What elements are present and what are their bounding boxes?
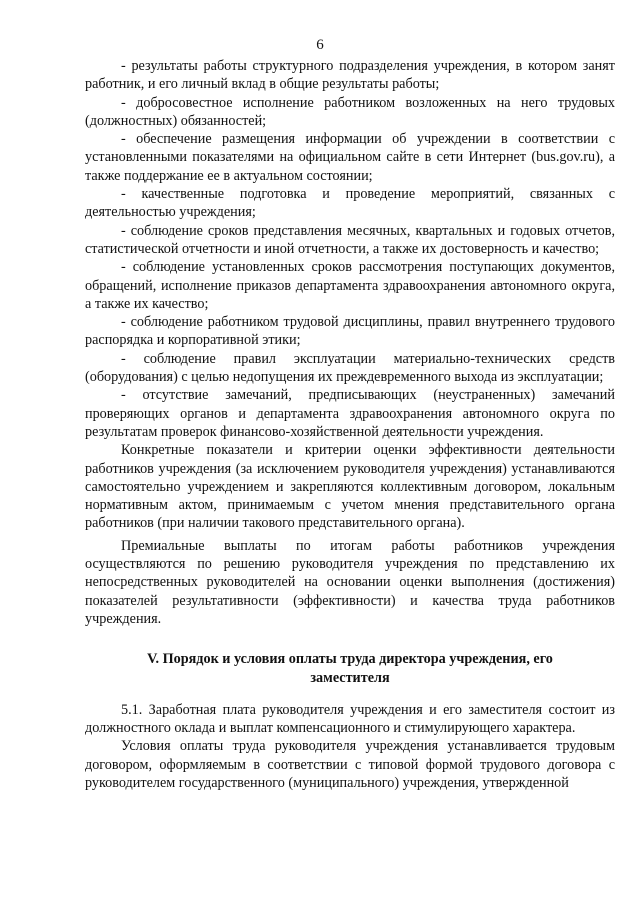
list-item: - результаты работы структурного подразделения учреждения, в котором занят работник, и его личный вклад в общие результаты работы; <box>85 58 615 93</box>
section-heading: V. Порядок и условия оплаты труда директора учреждения, его заместителя <box>147 651 553 686</box>
page-number: 6 <box>316 37 324 53</box>
paragraph-criteria: Конкретные показатели и критерии оценки эффективности деятельности работников учреждения (за исключением руководителя учреждения) устанавливаются самостоятельно учреждением и закрепляются коллективным договором, локальным нормативным актом, принимаемым с учетом мнения представительного органа работников (при наличии такового представительного органа). <box>85 442 615 532</box>
list-item: - качественные подготовка и проведение мероприятий, связанных с деятельностью учреждения; <box>85 186 615 221</box>
document-body <box>85 57 615 792</box>
list-item: - соблюдение сроков представления месячных, квартальных и годовых отчетов, статистической отчетности и иной отчетности, а также их достоверность и качество; <box>85 222 615 257</box>
list-item: - отсутствие замечаний, предписывающих (неустраненных) замечаний проверяющих органов и департамента здравоохранения автономного округа по результатам проверок финансово-хозяйственной деятельности учреждения. <box>85 387 615 440</box>
list-item: - соблюдение правил эксплуатации материально-технических средств (оборудования) с целью недопущения их преждевременного выхода из эксплуатации; <box>85 350 615 386</box>
paragraph-conditions: Условия оплаты труда руководителя учреждения устанавливается трудовым договором, оформляемым в соответствии с типовой формой трудового договора с руководителем государственного (муниципального) учреждения, утвержденной <box>85 738 615 791</box>
paragraph-5-1: 5.1. Заработная плата руководителя учреждения и его заместителя состоит из должностного оклада и выплат компенсационного и стимулирующего характера. <box>85 701 615 737</box>
list-item: - добросовестное исполнение работником возложенных на него трудовых (должностных) обязанностей; <box>85 94 615 129</box>
list-item: - соблюдение установленных сроков рассмотрения поступающих документов, обращений, исполнение приказов департамента здравоохранения автономного округа, а также их качество; <box>85 259 615 312</box>
list-item: - обеспечение размещения информации об учреждении в соответствии с установленными показателями на официальном сайте в сети Интернет (bus.gov.ru), а также поддержание ее в актуальном состоянии; <box>85 131 615 184</box>
list-item: - соблюдение работником трудовой дисциплины, правил внутреннего трудового распорядка и корпоративной этики; <box>85 314 615 349</box>
paragraph-bonus: Премиальные выплаты по итогам работы работников учреждения осуществляются по решению руководителя учреждения по представлению их непосредственных руководителей на основании оценки выполнения (достижения) показателей результативности (эффективности) и качества труда работников учреждения. <box>85 537 615 627</box>
